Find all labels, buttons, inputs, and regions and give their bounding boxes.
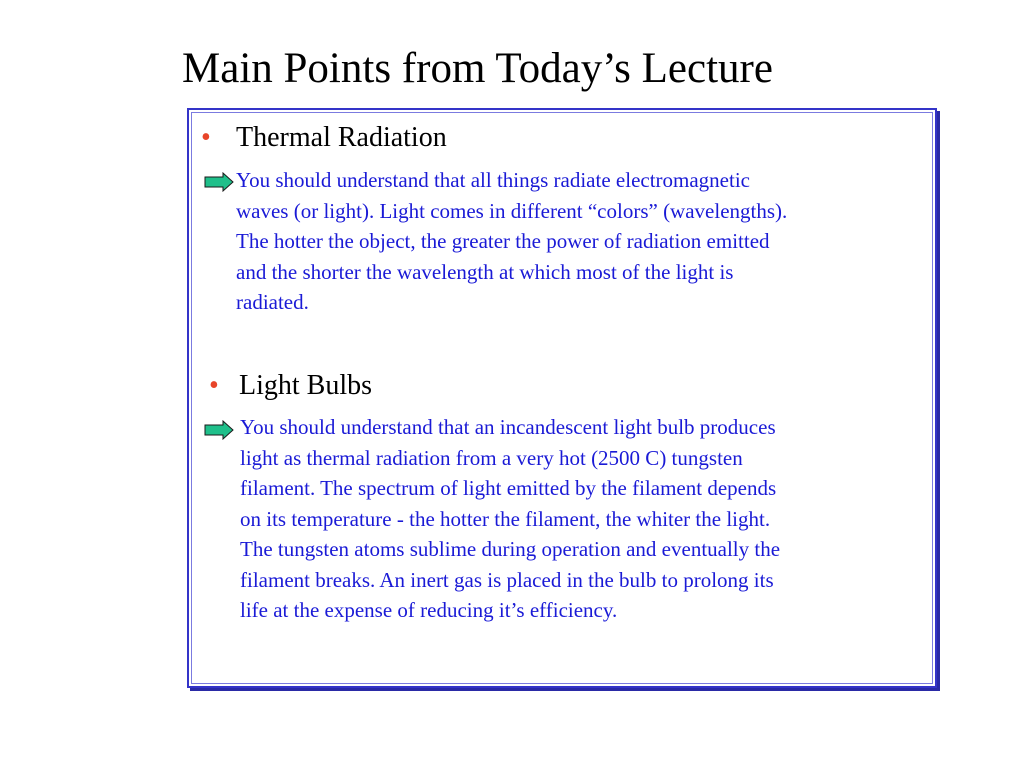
body-line: life at the expense of reducing it’s efficiency.	[240, 598, 618, 622]
section-heading-thermal-radiation: Thermal Radiation	[236, 122, 447, 153]
body-line: The tungsten atoms sublime during operation and eventually the	[240, 537, 781, 561]
body-line: You should understand that all things radiate electromagnetic	[236, 168, 750, 192]
body-line: on its temperature - the hotter the filament, the whiter the light.	[240, 506, 771, 531]
body-line: and the shorter the wavelength at which most of the light is	[236, 259, 734, 284]
body-line: waves (or light). Light comes in different “colors” (wavelengths).	[236, 198, 788, 223]
section-body-light-bulbs	[240, 412, 780, 626]
section-heading-light-bulbs: Light Bulbs	[239, 370, 373, 401]
section-body-thermal-radiation	[236, 165, 787, 318]
body-line: The hotter the object, the greater the power of radiation emitted	[236, 229, 770, 253]
bullet-marker: •	[209, 370, 219, 401]
body-line: You should understand that an incandescent light bulb produces	[240, 415, 776, 439]
bullet-marker: •	[201, 122, 211, 153]
slide-title: Main Points from Today’s Lecture	[182, 45, 773, 92]
body-line: radiated.	[236, 290, 309, 314]
body-line: light as thermal radiation from a very hot (2500 C) tungsten	[240, 445, 743, 470]
right-arrow-icon	[204, 420, 234, 440]
body-line: filament breaks. An inert gas is placed in the bulb to prolong its	[240, 567, 774, 592]
body-line: filament. The spectrum of light emitted by the filament depends	[240, 476, 777, 500]
right-arrow-icon	[204, 172, 234, 192]
